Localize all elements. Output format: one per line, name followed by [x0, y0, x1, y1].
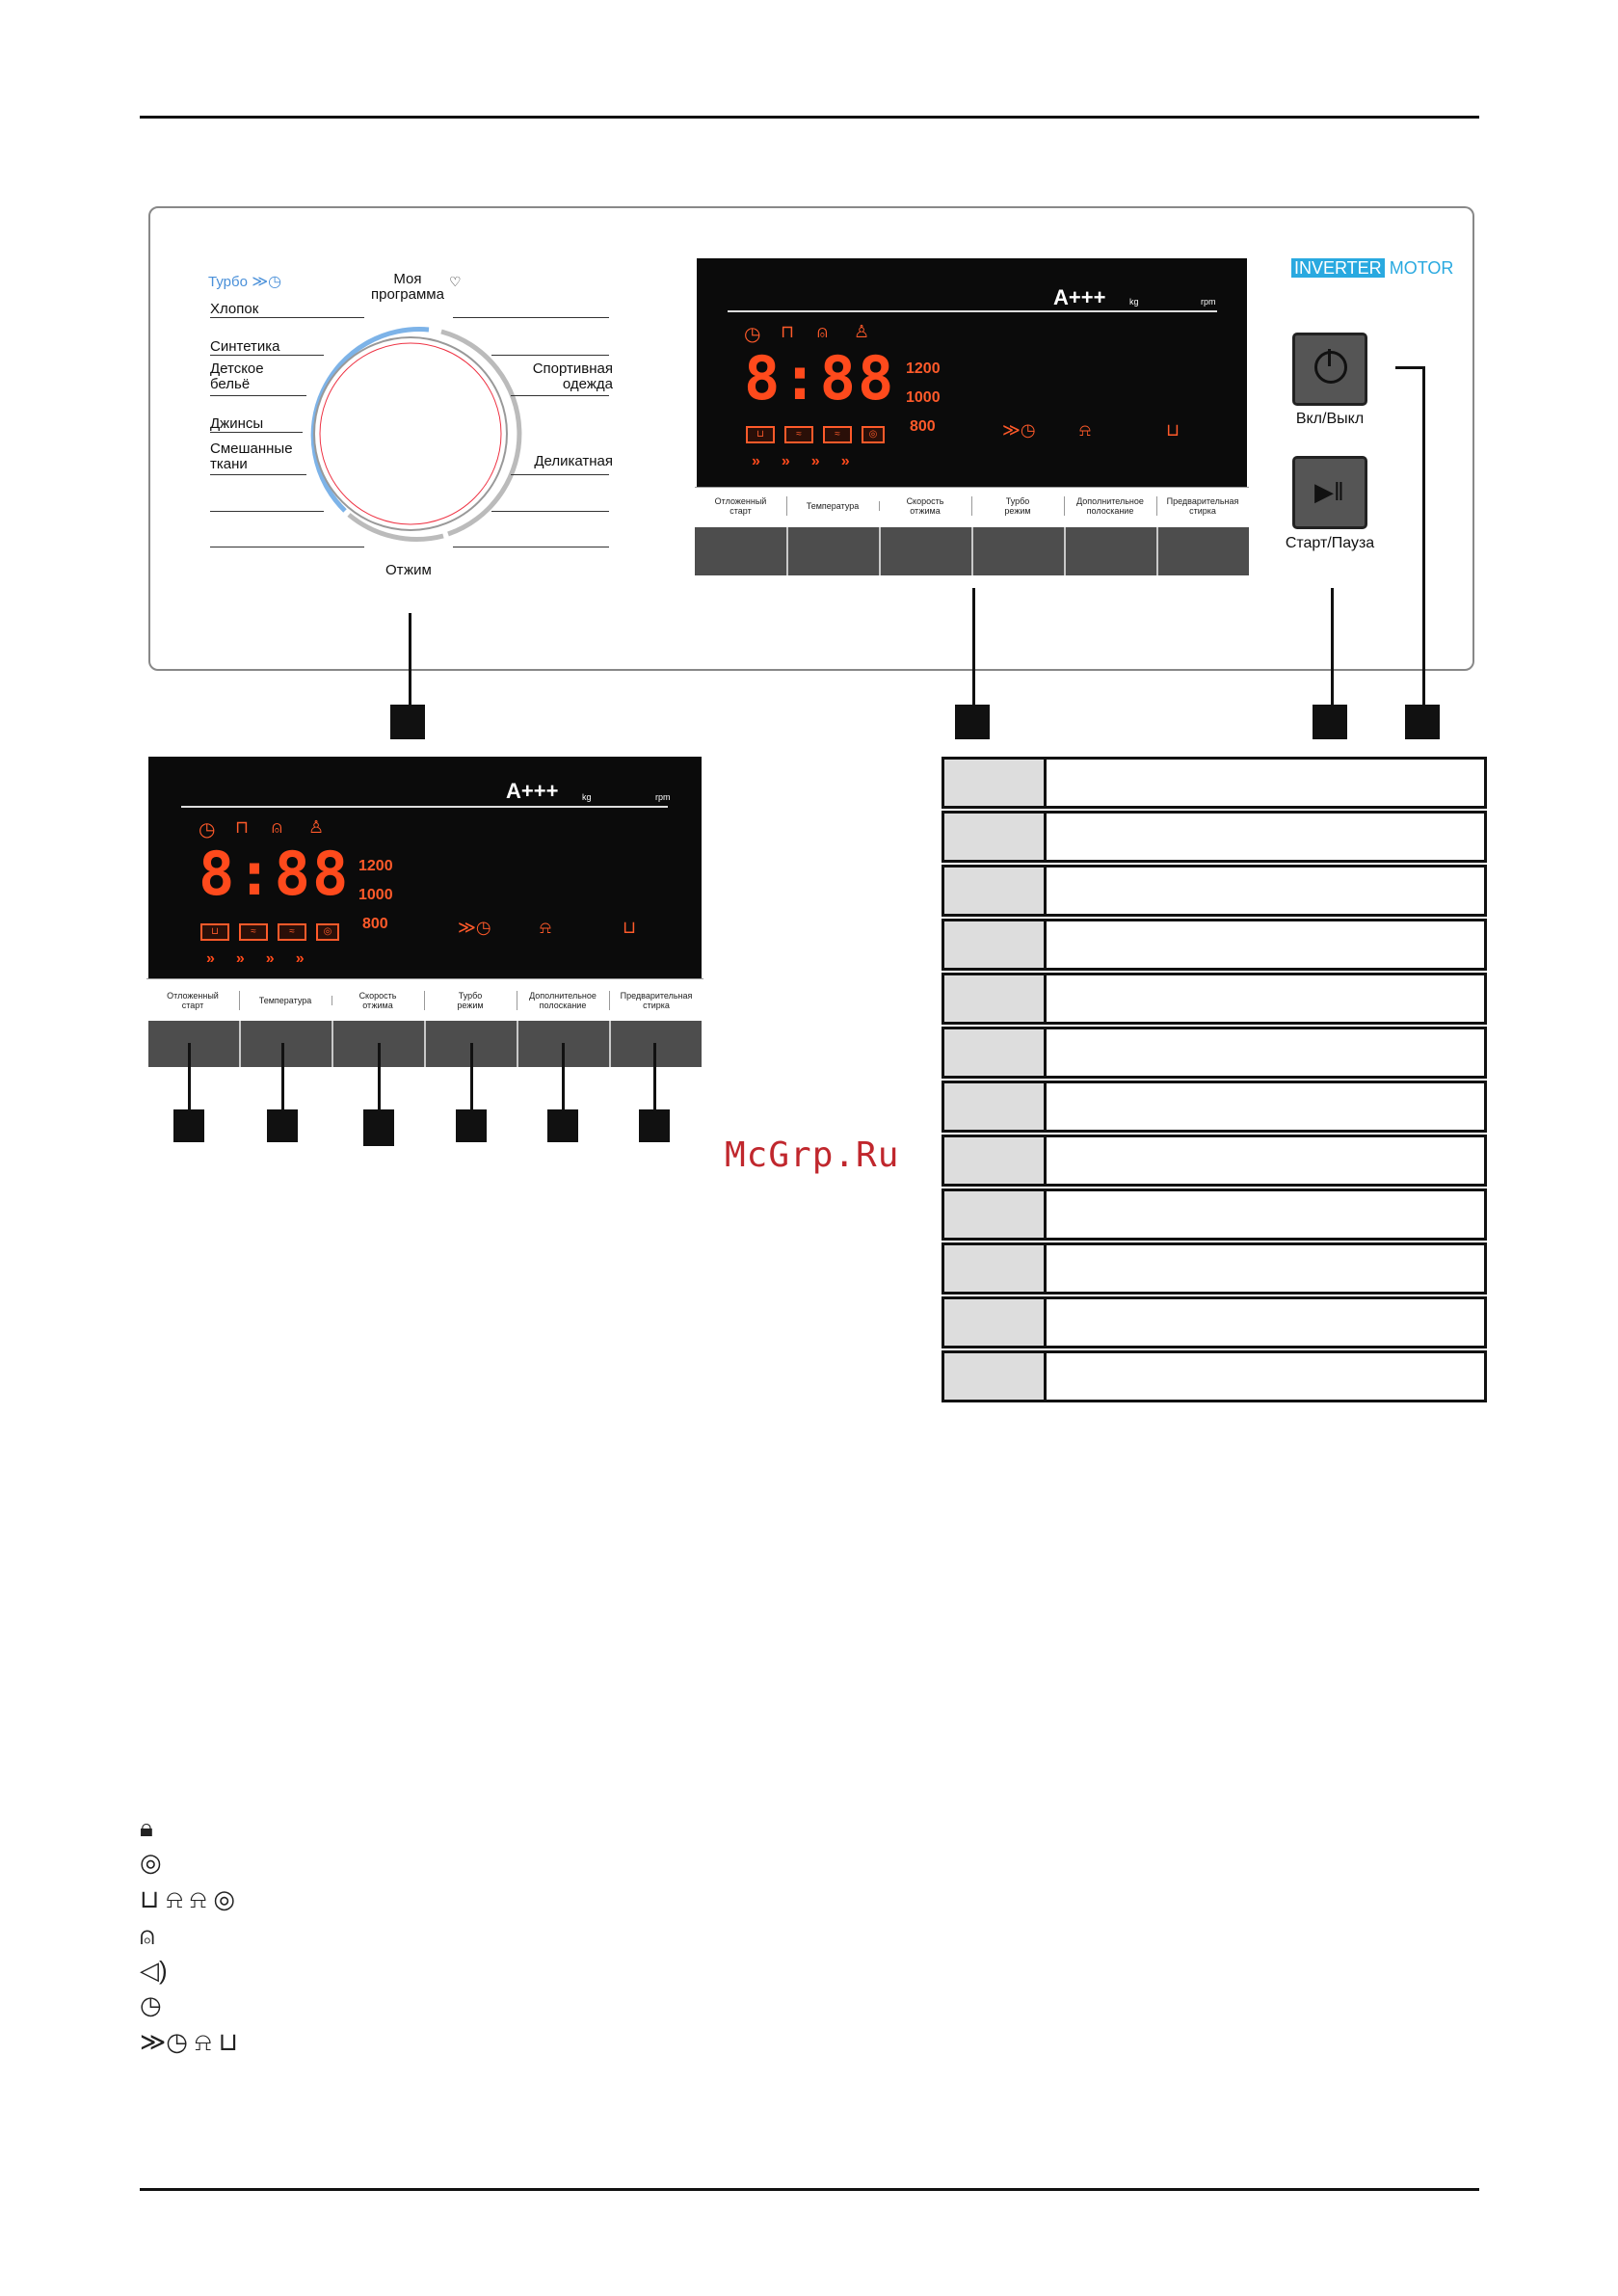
power-button[interactable] — [1292, 333, 1367, 406]
inverter-motor-logo — [1291, 258, 1453, 279]
leader-line — [1331, 588, 1334, 706]
shirt-icon: ♙ — [854, 322, 870, 341]
dial-cotton[interactable]: Хлопок — [210, 301, 259, 317]
motor-text: MOTOR — [1389, 258, 1454, 278]
bottom-rule — [140, 2188, 1479, 2191]
table-number-cell — [944, 975, 1047, 1022]
label-delay-start: Отложенный старт — [695, 496, 787, 516]
speed-800: 800 — [910, 418, 936, 435]
label-temperature: Температура — [239, 996, 332, 1005]
kg-label-large: kg — [582, 792, 592, 802]
callout-marker — [1405, 705, 1440, 739]
leader-line — [188, 1043, 191, 1110]
table-number-cell — [944, 1299, 1047, 1346]
label-temperature: Температура — [786, 501, 880, 511]
power-label: Вкл/Выкл — [1295, 411, 1365, 427]
extra-rinse-icon: ⍾ — [540, 918, 551, 937]
leader-line — [281, 1043, 284, 1110]
table-row — [942, 1242, 1487, 1295]
dial-line — [210, 432, 303, 433]
play-pause-icon: ▶‖ — [1314, 477, 1344, 506]
stage-spin-icon: ◎ — [316, 923, 339, 941]
label-turbo: Турбо режим — [424, 991, 517, 1010]
prewash-icon: ⊔ — [623, 918, 637, 937]
energy-class-large: A+++ — [506, 779, 559, 803]
kg-label: kg — [1129, 297, 1139, 307]
inverter-badge: INVERTER — [1291, 258, 1385, 278]
leader-line — [409, 613, 411, 706]
label-spin-speed: Скорость отжима — [879, 496, 972, 516]
dial-turbo-label: Турбо ≫◷ — [208, 274, 282, 290]
leader-line — [562, 1043, 565, 1110]
stage-wash-icon: ≈ — [784, 426, 813, 443]
label-prewash: Предварительная стирка — [1166, 496, 1239, 516]
dial-sport[interactable]: Спортивная одежда — [532, 360, 613, 392]
start-pause-button[interactable] — [1292, 456, 1367, 529]
time-digits-large: 8:88 — [199, 839, 351, 909]
table-row — [942, 1135, 1487, 1187]
table-number-cell — [944, 921, 1047, 968]
speed-1000-large: 1000 — [358, 887, 393, 903]
pad-divider — [239, 1021, 241, 1067]
time-digits: 8:88 — [744, 343, 896, 414]
power-icon-bar — [1328, 349, 1331, 366]
callout-marker — [547, 1109, 578, 1142]
dial-my-program[interactable]: Моя программа — [371, 271, 444, 303]
table-row — [942, 1081, 1487, 1133]
table-row — [942, 1188, 1487, 1241]
pad-divider — [879, 527, 881, 575]
lock-icon: ⊓ — [235, 817, 250, 837]
child-lock-icon: ⍝ — [272, 817, 282, 837]
legend-child-lock-icon: ⍝ — [140, 1921, 155, 1950]
legend-lock-icon: 🔒︎ — [140, 1813, 153, 1842]
table-number-cell — [944, 1083, 1047, 1130]
pad-divider — [609, 1021, 611, 1067]
dial-line — [210, 474, 306, 475]
dial-synthetic[interactable]: Синтетика — [210, 338, 280, 355]
progress-chevrons: »»»» — [752, 453, 871, 469]
legend-spin-icon: ◎ — [140, 1848, 162, 1877]
timer-icon: ◷ — [199, 819, 216, 841]
leader-line-h — [1395, 366, 1424, 369]
stage-spin-icon: ◎ — [862, 426, 885, 443]
speed-1200-large: 1200 — [358, 858, 393, 874]
label-prewash: Предварительная стирка — [620, 991, 693, 1010]
callout-marker — [1313, 705, 1347, 739]
table-number-cell — [944, 814, 1047, 860]
watermark: McGrp.Ru — [725, 1135, 900, 1175]
dial-line — [491, 355, 609, 356]
speed-1000: 1000 — [906, 389, 941, 406]
label-delay-start: Отложенный старт — [146, 991, 240, 1010]
callout-marker — [390, 705, 425, 739]
table-number-cell — [944, 1029, 1047, 1076]
pad-divider — [424, 1021, 426, 1067]
legend-sound-icon: ◁) — [140, 1956, 168, 1985]
callout-marker — [639, 1109, 670, 1142]
leader-line — [972, 588, 975, 706]
label-extra-rinse: Дополнительное полоскание — [1064, 496, 1157, 516]
speed-1200: 1200 — [906, 360, 941, 377]
table-row — [942, 811, 1487, 863]
dial-line — [511, 395, 609, 396]
display-divider — [181, 806, 668, 808]
stage-wash-icon: ≈ — [239, 923, 268, 941]
callout-marker — [955, 705, 990, 739]
pad-divider — [517, 1021, 518, 1067]
rpm-label-large: rpm — [655, 792, 671, 802]
start-pause-label: Старт/Пауза — [1285, 535, 1375, 551]
callout-marker — [363, 1109, 394, 1146]
leader-line — [1422, 366, 1425, 706]
leader-line — [378, 1043, 381, 1110]
timer-icon: ◷ — [744, 324, 761, 345]
dial-line — [210, 395, 306, 396]
table-number-cell — [944, 1191, 1047, 1238]
table-number-cell — [944, 1353, 1047, 1400]
pad-divider — [786, 527, 788, 575]
shirt-icon: ♙ — [308, 817, 325, 837]
label-spin-speed: Скорость отжима — [332, 991, 425, 1010]
table-number-cell — [944, 1137, 1047, 1184]
table-row — [942, 865, 1487, 917]
dial-line — [491, 511, 609, 512]
label-extra-rinse: Дополнительное полоскание — [517, 991, 610, 1010]
table-row — [942, 1296, 1487, 1348]
heart-icon: ♡ — [449, 274, 462, 289]
turbo-icon: ≫◷ — [458, 918, 491, 937]
table-number-cell — [944, 1245, 1047, 1292]
stage-rinse-icon: ≈ — [278, 923, 306, 941]
callout-marker — [173, 1109, 204, 1142]
label-turbo: Турбо режим — [971, 496, 1065, 516]
top-rule — [140, 116, 1479, 119]
display-divider — [728, 310, 1217, 312]
legend-timer-icon: ◷ — [140, 1990, 162, 2019]
dial-mixed[interactable]: Смешанные ткани — [210, 441, 293, 472]
dial-line — [511, 474, 609, 475]
stage-rinse-icon: ≈ — [823, 426, 852, 443]
table-number-cell — [944, 868, 1047, 914]
leader-line — [470, 1043, 473, 1110]
child-lock-icon: ⍝ — [817, 322, 828, 341]
callout-marker — [267, 1109, 298, 1142]
table-row — [942, 919, 1487, 971]
leader-line — [653, 1043, 656, 1110]
power-icon — [1314, 351, 1347, 384]
dial-spin[interactable]: Отжим — [385, 562, 432, 578]
dial-jeans[interactable]: Джинсы — [210, 415, 264, 432]
dial-baby[interactable]: Детское бельё — [210, 360, 264, 392]
turbo-icon: ≫◷ — [247, 274, 282, 290]
dial-line — [210, 511, 324, 512]
program-dial[interactable] — [289, 308, 540, 559]
table-row — [942, 973, 1487, 1025]
table-row — [942, 757, 1487, 809]
pad-divider — [332, 1021, 333, 1067]
dial-line — [453, 317, 609, 318]
rpm-label: rpm — [1201, 297, 1216, 307]
dial-delicate[interactable]: Деликатная — [534, 453, 613, 469]
stage-prewash-icon: ⊔ — [746, 426, 775, 443]
speed-800-large: 800 — [362, 916, 388, 932]
legend-wash-stages-icon: ⊔ ⍾ ⍾ ◎ — [140, 1884, 236, 1913]
table-row — [942, 1350, 1487, 1402]
energy-class: A+++ — [1053, 285, 1106, 309]
progress-chevrons: »»»» — [206, 950, 326, 967]
legend-turbo-rinse-prewash-icon: ≫◷ ⍾ ⊔ — [140, 2027, 238, 2056]
dial-line — [210, 317, 364, 318]
pad-divider — [971, 527, 973, 575]
dial-line — [210, 355, 324, 356]
callout-marker — [456, 1109, 487, 1142]
pad-divider — [1156, 527, 1158, 575]
lock-icon: ⊓ — [781, 322, 795, 341]
table-row — [942, 1027, 1487, 1079]
turbo-icon: ≫◷ — [1002, 420, 1036, 440]
stage-prewash-icon: ⊔ — [200, 923, 229, 941]
extra-rinse-icon: ⍾ — [1079, 420, 1091, 440]
prewash-icon: ⊔ — [1166, 420, 1180, 440]
table-number-cell — [944, 760, 1047, 806]
pad-divider — [1064, 527, 1066, 575]
